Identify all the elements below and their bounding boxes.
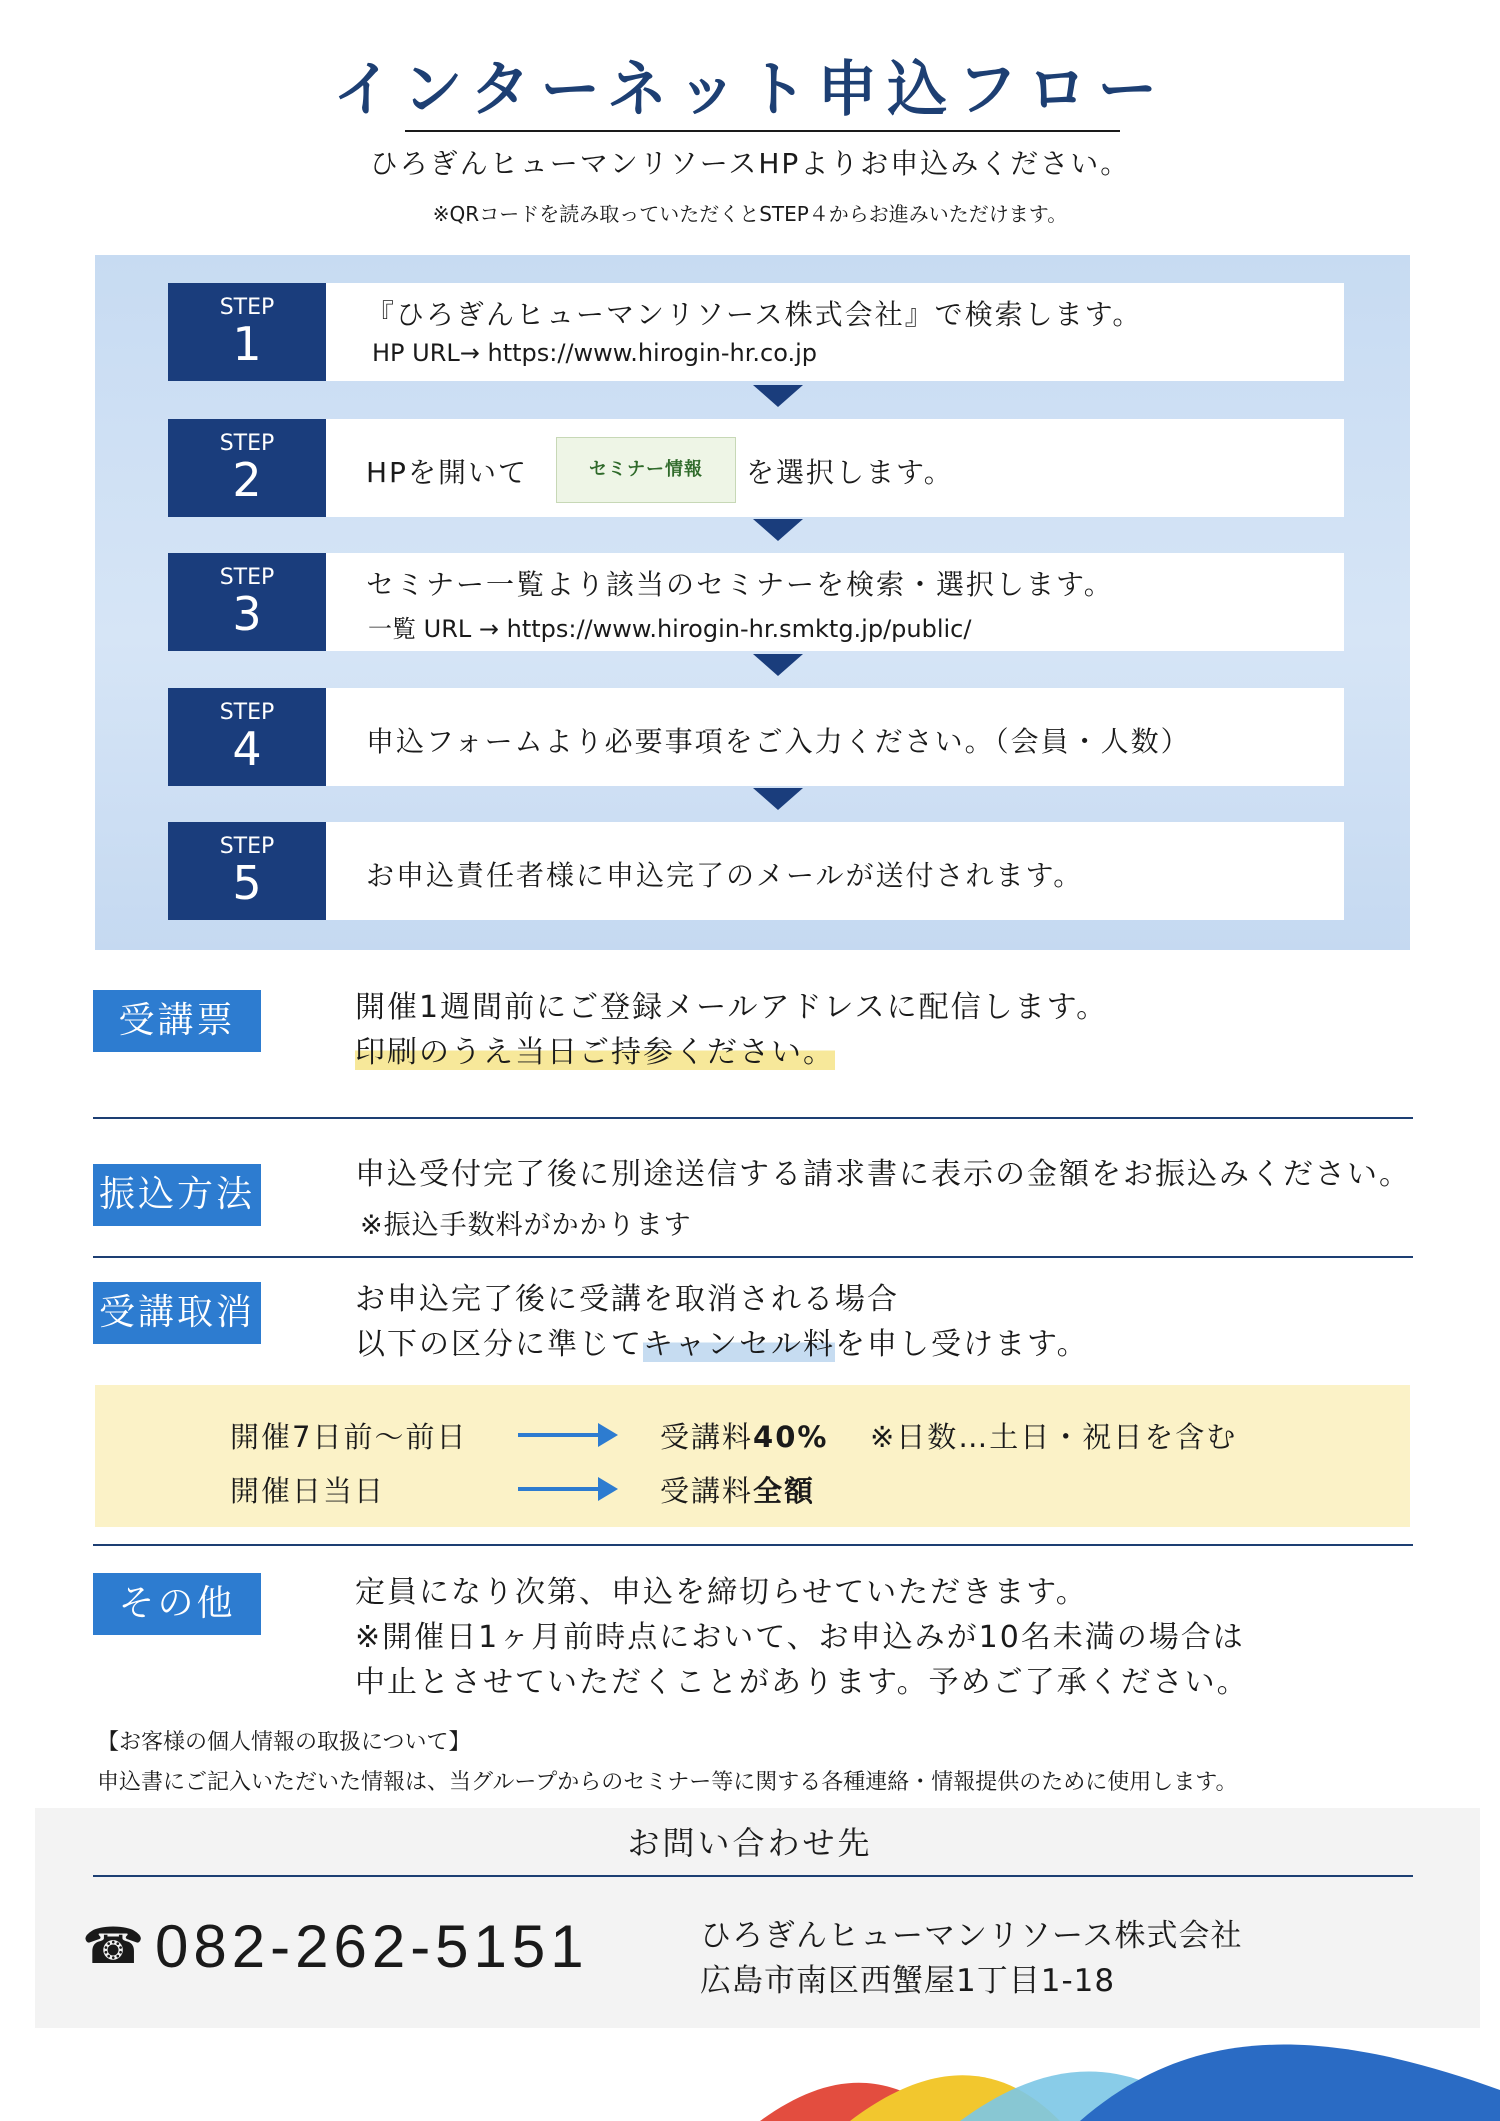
step-label: STEP bbox=[219, 700, 275, 725]
step-number: 3 bbox=[232, 587, 262, 641]
cancel-row-1-period: 開催7日前～前日 bbox=[230, 1420, 468, 1454]
step-2-badge bbox=[168, 419, 326, 517]
privacy-body: 申込書にご記入いただいた情報は、当グループからのセミナー等に関する各種連絡・情報提供のために使用します。 bbox=[97, 1770, 1238, 1795]
step-2-text-before: HPを開いて bbox=[366, 456, 528, 489]
contact-divider bbox=[93, 1875, 1413, 1877]
step-1-card bbox=[326, 283, 1344, 381]
other-label: その他 bbox=[93, 1573, 261, 1635]
flow-arrow-icon bbox=[753, 385, 803, 407]
decorative-waves bbox=[760, 2030, 1500, 2121]
step-4-text: 申込フォームより必要事項をご入力ください。（会員・人数） bbox=[366, 725, 1191, 758]
step-5-badge bbox=[168, 822, 326, 920]
step-label: STEP bbox=[219, 295, 275, 320]
right-arrow-icon bbox=[518, 1433, 614, 1437]
cancel-label: 受講取消 bbox=[93, 1282, 261, 1344]
step-5-text: お申込責任者様に申込完了のメールが送付されます。 bbox=[366, 859, 1084, 892]
cancel-line-2 bbox=[355, 1325, 1089, 1364]
fee-prefix: 受講料 bbox=[660, 1420, 754, 1454]
step-number: 4 bbox=[232, 722, 262, 776]
phone-number[interactable]: 082-262-5151 bbox=[155, 1913, 589, 1980]
step-3-card bbox=[326, 553, 1344, 651]
privacy-heading: 【お客様の個人情報の取扱について】 bbox=[97, 1730, 471, 1755]
step-label: STEP bbox=[219, 565, 275, 590]
step-1-badge bbox=[168, 283, 326, 381]
flow-arrow-icon bbox=[753, 654, 803, 676]
cancel-fee-highlight: キャンセル料 bbox=[643, 1327, 835, 1362]
title-divider bbox=[405, 130, 1120, 132]
step-5-card bbox=[326, 822, 1344, 920]
flow-arrow-icon bbox=[753, 519, 803, 541]
step-3-badge bbox=[168, 553, 326, 651]
flow-arrow-icon bbox=[753, 788, 803, 810]
ticket-line-1: 開催1週間前にご登録メールアドレスに配信します。 bbox=[355, 990, 1109, 1025]
cancel-line-2-post: を申し受けます。 bbox=[835, 1327, 1089, 1362]
company-name: ひろぎんヒューマンリソース株式会社 bbox=[700, 1918, 1243, 1954]
cancel-row-2-period: 開催日当日 bbox=[230, 1474, 386, 1508]
step-4-card bbox=[326, 688, 1344, 786]
section-divider bbox=[93, 1544, 1413, 1546]
step-2-text-after: を選択します。 bbox=[746, 456, 954, 489]
cancel-line-2-pre: 以下の区分に準じて bbox=[355, 1327, 643, 1362]
wave-blue bbox=[1080, 2045, 1500, 2121]
company-address: 広島市南区西蟹屋1丁目1-18 bbox=[700, 1963, 1116, 1999]
fee-amount: 40% bbox=[753, 1420, 829, 1454]
fee-amount: 全額 bbox=[753, 1474, 816, 1508]
step-number: 1 bbox=[232, 317, 262, 371]
other-line-3: 中止とさせていただくことがあります。予めご了承ください。 bbox=[355, 1665, 1249, 1700]
section-divider bbox=[93, 1117, 1413, 1119]
step-label: STEP bbox=[219, 431, 275, 456]
step-1-text: 『ひろぎんヒューマンリソース株式会社』で検索します。 bbox=[366, 298, 1143, 331]
payment-label: 振込方法 bbox=[93, 1164, 261, 1226]
cancel-row-1-fee bbox=[660, 1415, 828, 1456]
telephone-icon: ☎ bbox=[82, 1917, 145, 1975]
hp-url[interactable]: HP URL→ https://www.hirogin-hr.co.jp bbox=[372, 339, 818, 367]
step-3-text: セミナー一覧より該当のセミナーを検索・選択します。 bbox=[366, 568, 1114, 601]
right-arrow-icon bbox=[518, 1487, 614, 1491]
step-label: STEP bbox=[219, 834, 275, 859]
cancel-line-1: お申込完了後に受講を取消される場合 bbox=[355, 1282, 899, 1317]
list-url[interactable]: 一覧 URL → https://www.hirogin-hr.smktg.jp/public/ bbox=[368, 615, 972, 643]
ticket-line-2 bbox=[355, 1033, 835, 1072]
cancel-row-2-fee bbox=[660, 1469, 815, 1510]
step-4-badge bbox=[168, 688, 326, 786]
qr-note: ※QRコードを読み取っていただくとSTEP４からお進みいただけます。 bbox=[432, 202, 1068, 226]
seminar-info-button[interactable]: セミナー情報 bbox=[556, 437, 736, 503]
fee-prefix: 受講料 bbox=[660, 1474, 754, 1508]
other-line-2: ※開催日1ヶ月前時点において、お申込みが10名未満の場合は bbox=[355, 1620, 1245, 1655]
step-number: 5 bbox=[232, 856, 262, 910]
ticket-label: 受講票 bbox=[93, 990, 261, 1052]
other-line-1: 定員になり次第、申込を締切らせていただきます。 bbox=[355, 1575, 1088, 1610]
payment-line-2: ※振込手数料がかかります bbox=[360, 1210, 692, 1241]
step-2-card bbox=[326, 419, 1344, 517]
contact-title: お問い合わせ先 bbox=[627, 1824, 873, 1862]
ticket-highlight: 印刷のうえ当日ご持参ください。 bbox=[355, 1035, 835, 1070]
payment-line-1: 申込受付完了後に別途送信する請求書に表示の金額をお振込みください。 bbox=[355, 1157, 1411, 1192]
page-subtitle: ひろぎんヒューマンリソースHPよりお申込みください。 bbox=[369, 147, 1131, 180]
page-title: インターネット申込フロー bbox=[332, 55, 1168, 125]
cancel-row-1-note: ※日数…土日・祝日を含む bbox=[870, 1420, 1238, 1454]
section-divider bbox=[93, 1256, 1413, 1258]
step-number: 2 bbox=[232, 453, 262, 507]
